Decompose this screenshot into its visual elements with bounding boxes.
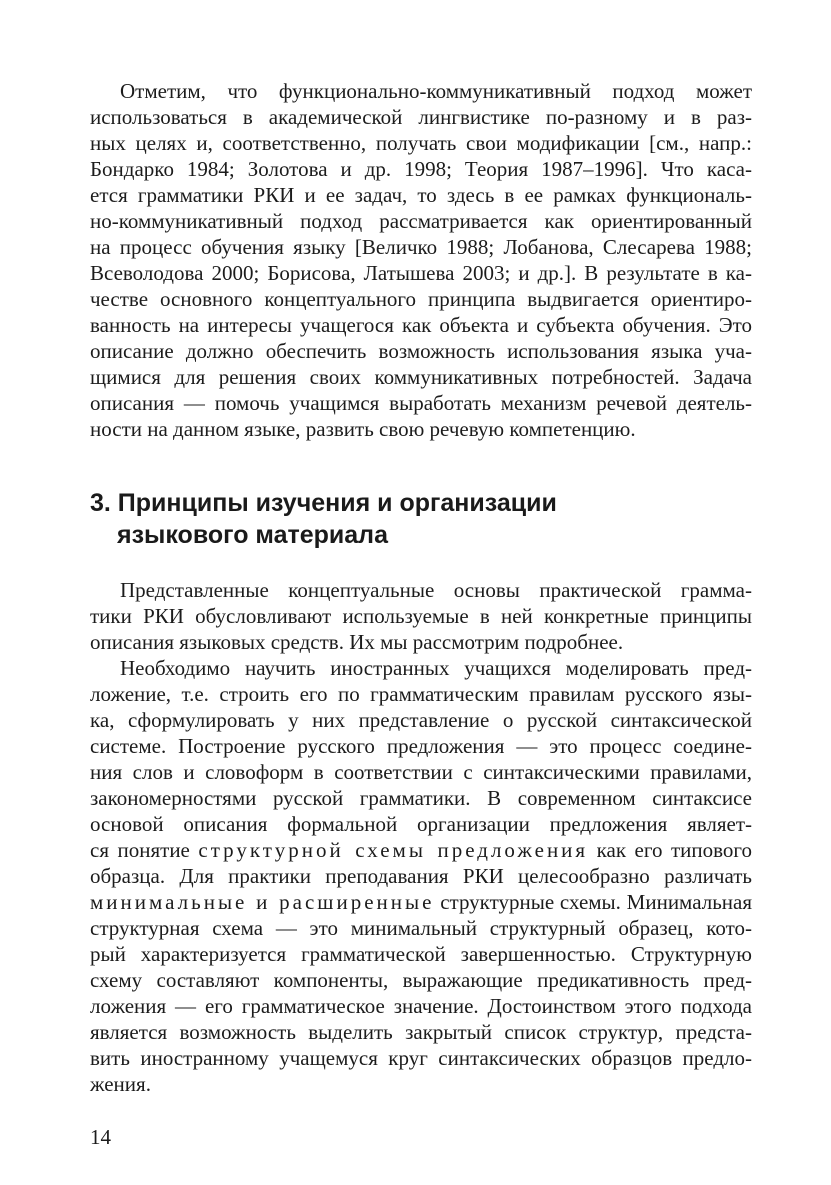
paragraph-3-line: является возможность выделить закрытый список структур, предста-	[90, 1020, 752, 1044]
paragraph-1-line: щимися для решения своих коммуникативных потребностей. Задача	[90, 365, 752, 389]
paragraph-3-line: схему составляют компоненты, выражающие предикативность пред-	[90, 968, 752, 992]
paragraph-2-line: Представленные концептуальные основы практической грамма-	[120, 578, 752, 602]
section-heading-line-2: языкового материала	[117, 521, 388, 549]
text-run: как его типового	[596, 838, 753, 862]
paragraph-3-line: ложение, т.е. строить его по грамматическим правилам русского язы-	[90, 682, 752, 706]
paragraph-3-line: структурная схема — это минимальный структурный образец, кото-	[90, 916, 752, 940]
paragraph-3-line	[90, 837, 752, 863]
paragraph-1-line: ванность на интересы учащегося как объекта и субъекта обучения. Это	[90, 313, 752, 337]
paragraph-2-line: описания языковых средств. Их мы рассмотрим подробнее.	[90, 630, 624, 654]
paragraph-3-line: Необходимо научить иностранных учащихся моделировать пред-	[120, 656, 752, 680]
page-number: 14	[90, 1125, 111, 1149]
paragraph-3-line: ния слов и словоформ в соответствии с синтаксическими правилами,	[90, 760, 752, 784]
paragraph-3-line: жения.	[90, 1072, 151, 1096]
paragraph-3-line	[90, 889, 752, 915]
paragraph-2-line: тики РКИ обусловливают используемые в ней конкретные принципы	[90, 604, 752, 628]
paragraph-1-line: ных целях и, соответственно, получать свои модификации [см., напр.:	[90, 131, 752, 155]
section-heading-line-1: 3. Принципы изучения и организации	[90, 489, 557, 517]
paragraph-3-line: образца. Для практики преподавания РКИ целесообразно различать	[90, 864, 752, 888]
paragraph-3-line: системе. Построение русского предложения — это процесс соедине-	[90, 734, 752, 758]
paragraph-1-line: использоваться в академической лингвистике по-разному и в раз-	[90, 105, 752, 129]
paragraph-1-line: Бондарко 1984; Золотова и др. 1998; Теория 1987–1996]. Что каса-	[90, 157, 752, 181]
text-run: структурные схемы. Минимальная	[440, 890, 752, 914]
paragraph-1-line: описание должно обеспечить возможность использования языка уча-	[90, 339, 752, 363]
paragraph-1-line: на процесс обучения языку [Величко 1988; Лобанова, Слесарева 1988;	[90, 235, 752, 259]
emphasized-term: минимальные и расширенные	[90, 890, 435, 914]
paragraph-1-line: ности на данном языке, развить свою речевую компетенцию.	[90, 417, 636, 441]
paragraph-3-line: основой описания формальной организации предложения являет-	[90, 812, 752, 836]
paragraph-1-line: описания — помочь учащимся выработать механизм речевой деятель-	[90, 391, 752, 415]
paragraph-3-line: ложения — его грамматическое значение. Достоинством этого подхода	[90, 994, 752, 1018]
paragraph-1-line: Отметим, что функционально-коммуникативный подход может	[120, 79, 752, 103]
paragraph-3-line: вить иностранному учащемуся круг синтаксических образцов предло-	[90, 1046, 752, 1070]
paragraph-1-line: честве основного концептуального принципа выдвигается ориентиро-	[90, 287, 752, 311]
paragraph-1-line: Всеволодова 2000; Борисова, Латышева 2003; и др.]. В результате в ка-	[90, 261, 752, 285]
paragraph-1-line: ется грамматики РКИ и ее задач, то здесь в ее рамках функциональ-	[90, 183, 752, 207]
paragraph-1-line: но-коммуникативный подход рассматривается как ориентированный	[90, 209, 752, 233]
paragraph-3-line: ка, сформулировать у них представление о русской синтаксической	[90, 708, 752, 732]
text-run: ся понятие	[90, 838, 190, 862]
paragraph-3-line: рый характеризуется грамматической завершенностью. Структурную	[90, 942, 752, 966]
paragraph-3-line: закономерностями русской грамматики. В современном синтаксисе	[90, 786, 752, 810]
emphasized-term: структурной схемы предложения	[198, 838, 589, 862]
